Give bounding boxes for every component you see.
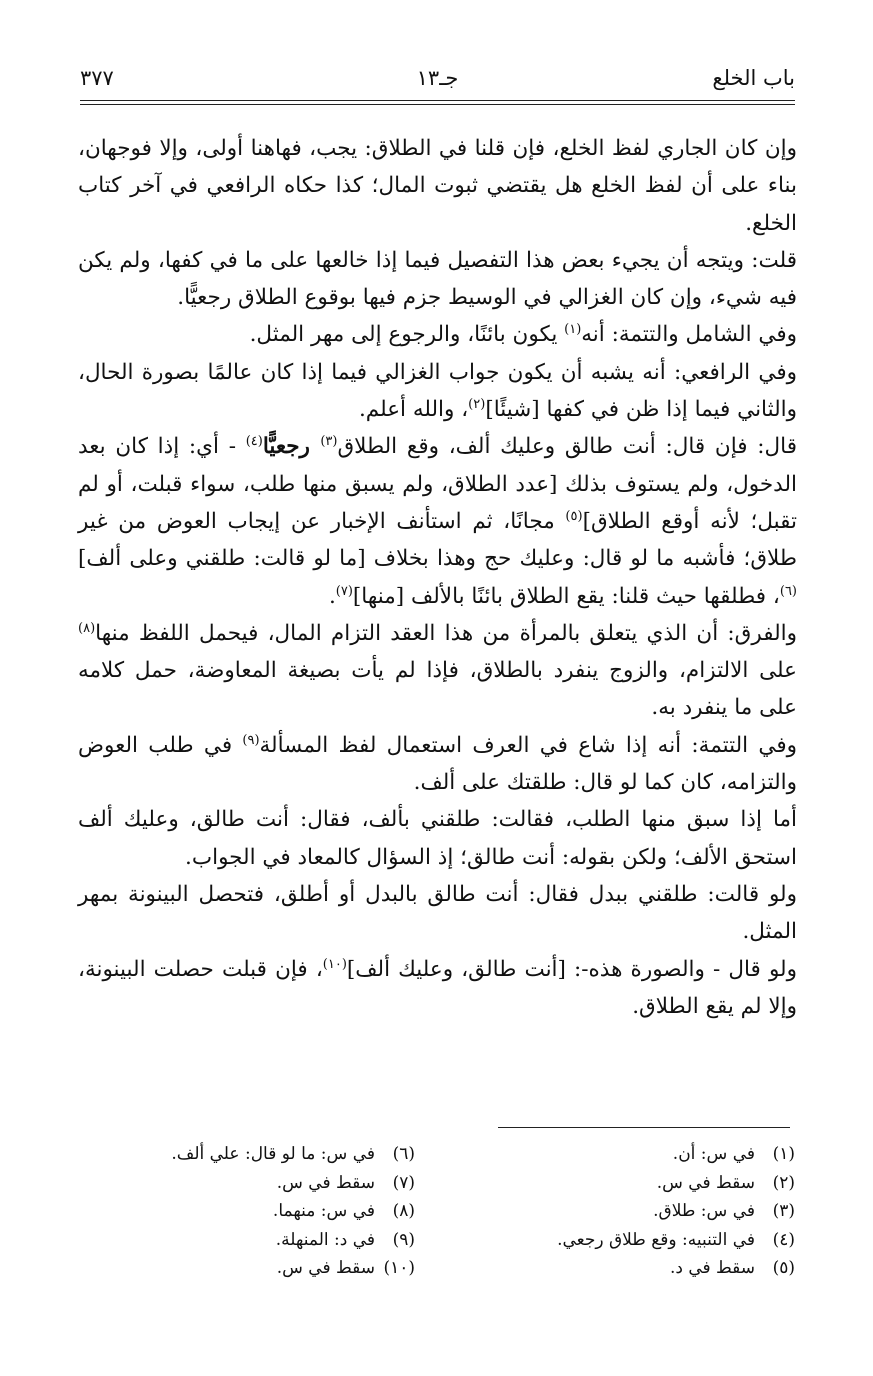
- footnote-marker: (٤): [245, 434, 263, 450]
- text-segment: وفي التتمة: أنه إذا شاع في العرف استعمال لفظ المسألة: [259, 732, 797, 758]
- footnote-number: (١٠): [383, 1258, 415, 1278]
- text-segment: قال: فإن قال: أنت طالق وعليك ألف، وقع الطلاق: [337, 434, 797, 460]
- footnote-marker: (١٠): [322, 956, 347, 972]
- footnote-item: [75, 1197, 415, 1226]
- paragraph: [78, 876, 797, 951]
- text-segment: أما إذا سبق منها الطلب، فقالت: طلقني بألف، فقال: أنت طالق، وعليك ألف استحق الألف؛ ولكن بقوله: أنت طالق؛ إذ السؤال كالمعاد في الجواب.: [78, 807, 797, 870]
- text-segment: وإن كان الجاري لفظ الخلع، فإن قلنا في الطلاق: يجب، فهاهنا أولى، وإلا فوجهان، بناء على أن لفظ الخلع هل يقتضي ثبوت المال؛ كذا حكاه الرافعي في آخر كتاب الخلع.: [78, 136, 797, 236]
- footnote-number: (٣): [772, 1201, 795, 1221]
- footnote-number: (٦): [392, 1144, 415, 1164]
- footnote-marker: (٨): [78, 620, 96, 636]
- footnote-item: [75, 1226, 415, 1255]
- text-segment: - أي: إذا كان بعد الدخول، ولم يستوف بذلك [عدد الطلاق، ولم يسبق منها طلب، سواء قبلت، أو لم تقبل؛ لأنه أوقع الطلاق]: [78, 434, 797, 534]
- volume-label: جـ١٣: [416, 66, 459, 90]
- paragraph: [78, 727, 797, 802]
- footnote-item: [455, 1140, 795, 1169]
- text-segment: في طلب العوض والتزامه، كان كما لو قال: طلقتك على ألف.: [78, 732, 797, 796]
- footnote-item: [75, 1169, 415, 1198]
- text-segment: مجانًا، ثم استأنف الإخبار عن إيجاب العوض من غير طلاق؛ فأشبه ما لو قال: وعليك حج وهذا بخلاف [ما لو قالت: طلقني وعلى ألف]: [78, 508, 797, 572]
- main-text: [78, 130, 797, 1025]
- footnote-number: (٩): [392, 1229, 415, 1250]
- footnote-text: في س: منهما.: [272, 1201, 375, 1221]
- footnote-separator: [498, 1127, 790, 1128]
- footnote-number: (٥): [772, 1258, 795, 1278]
- footnote-text: في س: ما لو قال: علي ألف.: [171, 1144, 375, 1164]
- footnote-number: (٧): [392, 1172, 415, 1193]
- paragraph: [78, 354, 797, 429]
- footnote-item: [455, 1169, 795, 1198]
- footnote-number: (٨): [392, 1201, 415, 1221]
- footnote-item: [455, 1197, 795, 1226]
- text-segment: .: [328, 583, 336, 609]
- footnote-text: في س: طلاق.: [653, 1201, 755, 1221]
- text-segment: يكون بائنًا، والرجوع إلى مهر المثل.: [249, 322, 565, 348]
- footnote-text: سقط في د.: [669, 1258, 755, 1278]
- footnote-text: سقط في س.: [656, 1172, 755, 1193]
- text-segment: ، فطلقها حيث قلنا: يقع الطلاق بائنًا بالألف [منها]: [352, 583, 780, 609]
- footnote-number: (٤): [772, 1229, 795, 1250]
- running-header: [80, 60, 795, 100]
- paragraph: [78, 951, 797, 1026]
- paragraph: [78, 130, 797, 242]
- text-segment: ولو قال - والصورة هذه-: [أنت طالق، وعليك ألف]: [346, 956, 797, 982]
- footnote-marker: (٣): [320, 434, 338, 450]
- footnote-marker: (٦): [779, 583, 797, 599]
- bold-text: رجعيًّا: [262, 434, 321, 460]
- footnote-marker: (٥): [565, 508, 583, 524]
- chapter-title: باب الخلع: [712, 66, 795, 90]
- header-rule-top: [80, 100, 795, 101]
- footnote-marker: (٢): [468, 396, 486, 412]
- text-segment: والفرق: أن الذي يتعلق بالمرأة من هذا العقد التزام المال، فيحمل اللفظ منها: [95, 620, 797, 646]
- footnote-number: (١): [772, 1144, 795, 1164]
- footnote-text: سقط في س.: [276, 1172, 375, 1193]
- footnote-number: (٢): [772, 1172, 795, 1193]
- paragraph: [78, 801, 797, 876]
- footnote-column-left: [75, 1140, 415, 1283]
- page-number: ٣٧٧: [80, 66, 114, 90]
- footnote-text: سقط في س.: [276, 1258, 375, 1278]
- paragraph: [78, 316, 797, 353]
- footnote-marker: (٧): [335, 583, 353, 599]
- paragraph: [78, 428, 797, 614]
- text-segment: ولو قالت: طلقني ببدل فقال: أنت طالق بالبدل أو أطلق، فتحصل البينونة بمهر المثل.: [78, 881, 797, 945]
- paragraph: [78, 615, 797, 727]
- text-segment: وفي الشامل والتتمة: أنه: [581, 322, 797, 348]
- footnote-item: [455, 1254, 795, 1283]
- footnote-text: في س: أن.: [672, 1144, 755, 1164]
- text-segment: وفي الرافعي: أنه يشبه أن يكون جواب الغزالي فيما إذا كان عالمًا بصورة الحال، والثاني فيما إذا ظن في كفها [شيئًا]: [78, 359, 797, 423]
- footnote-item: [75, 1254, 415, 1283]
- footnote-marker: (١): [564, 322, 582, 338]
- text-segment: على الالتزام، والزوج ينفرد بالطلاق، فإذا لم يأت بصيغة المعاوضة، حمل كلامه على ما ينفرد به.: [78, 658, 797, 721]
- text-segment: ، فإن قبلت حصلت البينونة، وإلا لم يقع الطلاق.: [78, 956, 797, 1019]
- footnote-text: في د: المنهلة.: [275, 1229, 375, 1250]
- footnote-item: [75, 1140, 415, 1169]
- footnote-marker: (٩): [242, 732, 260, 748]
- footnote-text: في التنبيه: وقع طلاق رجعي.: [557, 1229, 755, 1250]
- header-rule-bottom: [80, 104, 795, 105]
- footnote-item: [455, 1226, 795, 1255]
- footnote-column-right: [455, 1140, 795, 1283]
- paragraph: [78, 242, 797, 317]
- text-segment: ، والله أعلم.: [358, 397, 469, 423]
- text-segment: قلت: ويتجه أن يجيء بعض هذا التفصيل فيما إذا خالعها على ما في كفها، ولم يكن فيه شيء، وإن كان الغزالي في الوسيط جزم فيها بوقوع الطلاق رجعيًّا.: [78, 247, 797, 311]
